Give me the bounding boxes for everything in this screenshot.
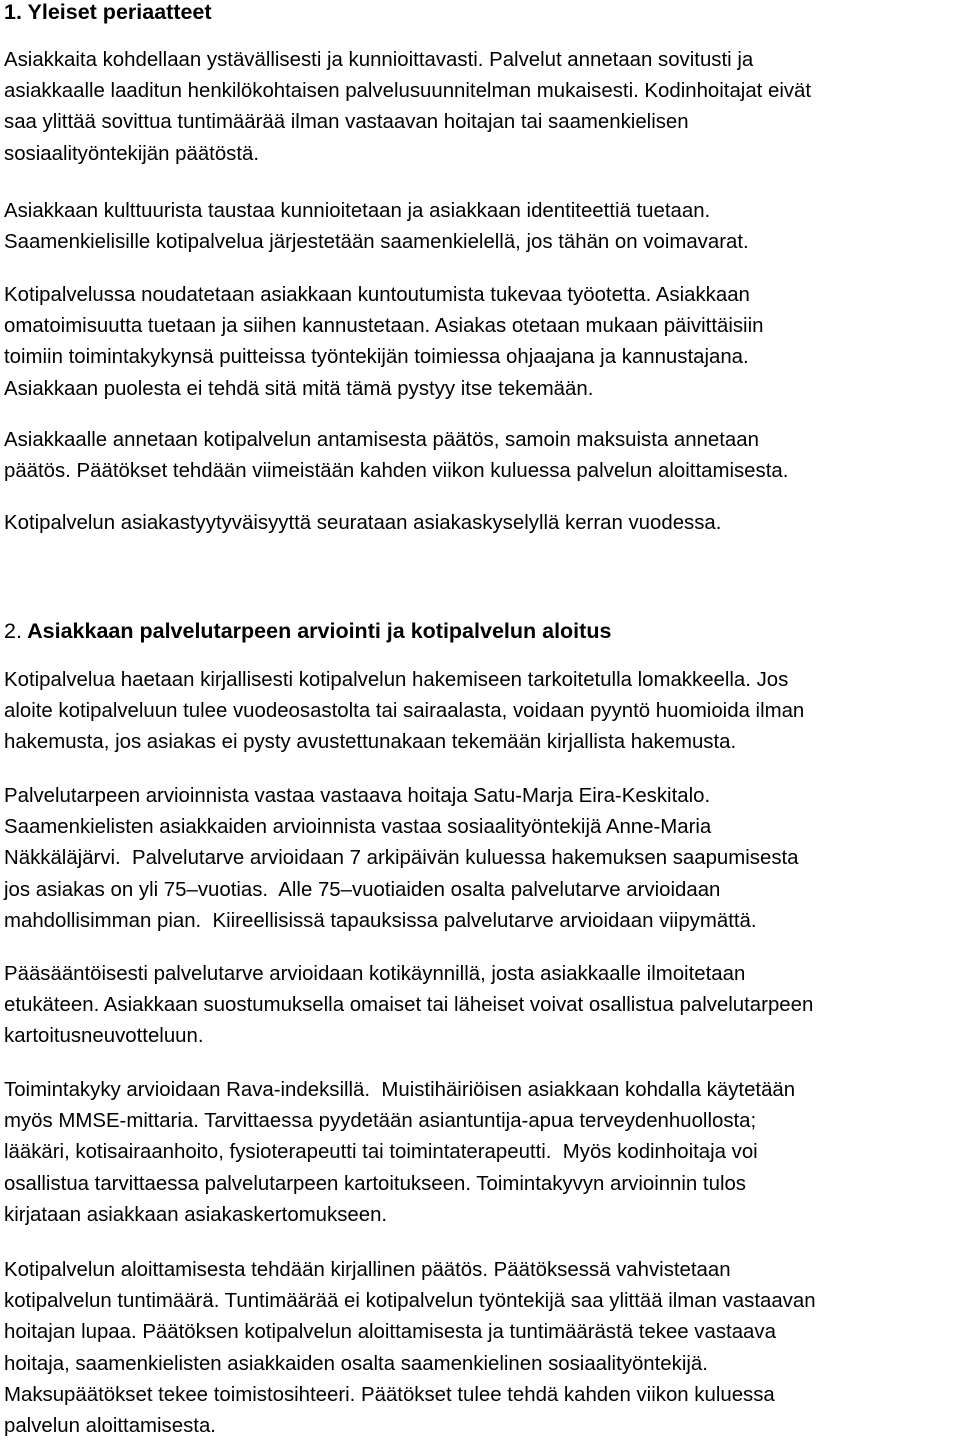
paragraph: Asiakkaita kohdellaan ystävällisesti ja kunnioittavasti. Palvelut annetaan sovitusti ja asiakkaalle laaditun henkilökohtaisen palvelusuunnitelman mukaisesti. Kodinhoitajat eivät saa ylittää sovittua tuntimäärää ilman vastaavan hoitajan tai saamenkielisen sosiaalityöntekijän päätöstä. bbox=[4, 49, 812, 165]
section-2-number: 2. bbox=[4, 619, 22, 643]
section-2-heading bbox=[4, 619, 611, 643]
paragraph: Palvelutarpeen arvioinnista vastaa vastaava hoitaja Satu-Marja Eira-Keskitalo. Saamenkielisten asiakkaiden arvioinnista vastaa sosiaalityöntekijä Anne-Maria Näkkäläjärvi. Palvelutarve arvioidaan 7 arkipäivän kuluessa hakemuksen saapumisesta jos asiakas on yli 75–vuotias. Alle 75–vuotiaiden osalta palvelutarve arvioidaan mahdollisimman pian. Kiireellisissä tapauksissa palvelutarve arvioidaan viipymättä. bbox=[4, 785, 799, 932]
paragraph: Kotipalvelun asiakastyytyväisyyttä seurataan asiakaskyselyllä kerran vuodessa. bbox=[4, 512, 722, 534]
paragraph: Asiakkaan kulttuurista taustaa kunnioitetaan ja asiakkaan identiteettiä tuetaan. Saamenkielisille kotipalvelua järjestetään saamenkielellä, jos tähän on voimavarat. bbox=[4, 200, 749, 254]
paragraph: Toimintakyky arvioidaan Rava-indeksillä. Muistihäiriöisen asiakkaan kohdalla käytetään myös MMSE-mittaria. Tarvittaessa pyydetään asiantuntija-apua terveydenhuollosta; lääkäri, kotisairaanhoito, fysioterapeutti tai toimintaterapeutti. Myös kodinhoitaja voi osallistua tarvittaessa palvelutarpeen kartoitukseen. Toimintakyvyn arvioinnin tulos kirjataan asiakkaan asiakaskertomukseen. bbox=[4, 1079, 796, 1226]
paragraph: Kotipalvelussa noudatetaan asiakkaan kuntoutumista tukevaa työotetta. Asiakkaan omatoimisuutta tuetaan ja siihen kannustetaan. Asiakas otetaan mukaan päivittäisiin toimiin toimintakykynsä puitteissa työntekijän toimiessa ohjaajana ja kannustajana. Asiakkaan puolesta ei tehdä sitä mitä tämä pystyy itse tekemään. bbox=[4, 284, 764, 400]
paragraph: Kotipalvelua haetaan kirjallisesti kotipalvelun hakemiseen tarkoitetulla lomakkeella. Jos aloite kotipalveluun tulee vuodeosastolta tai sairaalasta, voidaan pyyntö huomioida ilman hakemusta, jos asiakas ei pysty avustettunakaan tekemään kirjallista hakemusta. bbox=[4, 669, 805, 754]
section-2-title: Asiakkaan palvelutarpeen arviointi ja kotipalvelun aloitus bbox=[27, 619, 612, 643]
paragraph: Kotipalvelun aloittamisesta tehdään kirjallinen päätös. Päätöksessä vahvistetaan kotipalvelun tuntimäärä. Tuntimäärää ei kotipalvelun työntekijä saa ylittää ilman vastaavan hoitajan lupaa. Päätöksen kotipalvelun aloittamisesta ja tuntimäärästä tekee vastaava hoitaja, saamenkielisten asiakkaiden osalta saamenkielinen sosiaalityöntekijä. Maksupäätökset tekee toimistosihteeri. Päätökset tulee tehdä kahden viikon kuluessa palvelun aloittamisesta. bbox=[4, 1259, 816, 1438]
section-1-heading: 1. Yleiset periaatteet bbox=[4, 0, 212, 24]
paragraph: Asiakkaalle annetaan kotipalvelun antamisesta päätös, samoin maksuista annetaan päätös. Päätökset tehdään viimeistään kahden viikon kuluessa palvelun aloittamisesta. bbox=[4, 429, 789, 483]
paragraph: Pääsääntöisesti palvelutarve arvioidaan kotikäynnillä, josta asiakkaalle ilmoitetaan etukäteen. Asiakkaan suostumuksella omaiset tai läheiset voivat osallistua palvelutarpeen kartoitusneuvotteluun. bbox=[4, 963, 814, 1048]
